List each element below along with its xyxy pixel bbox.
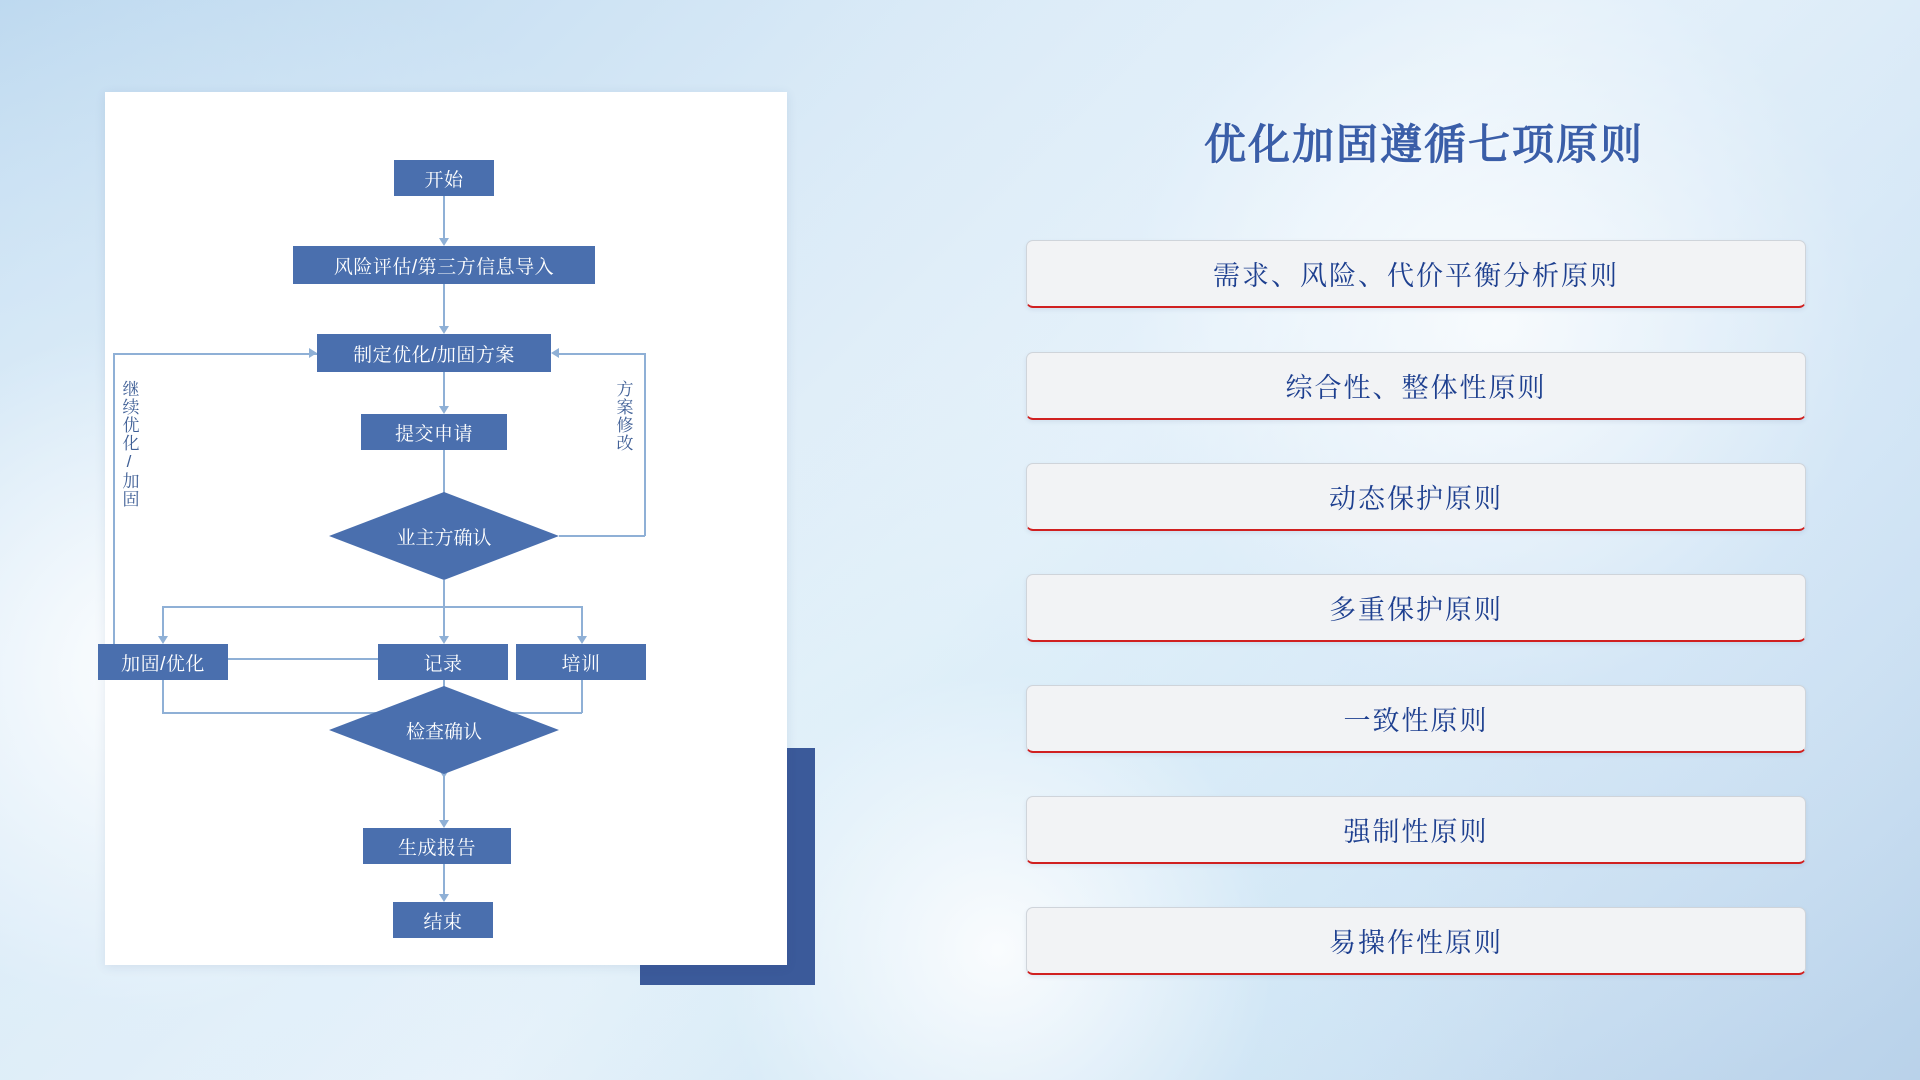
edge-label-continue-optimize: 继续优化/加固 [119, 380, 139, 508]
connector-left-loop-vertical [113, 353, 115, 659]
arrowhead-drop-record [439, 636, 449, 644]
flow-node-training[interactable]: 培训 [516, 644, 646, 680]
flow-node-start[interactable]: 开始 [394, 160, 494, 196]
flow-node-record[interactable]: 记录 [378, 644, 508, 680]
connector-start-to-risk [443, 196, 445, 240]
principle-item-5[interactable]: 一致性原则 [1026, 685, 1806, 753]
connector-drop-record [443, 606, 445, 638]
principle-item-7[interactable]: 易操作性原则 [1026, 907, 1806, 975]
arrowhead-right-loop-into-plan [551, 348, 559, 358]
flow-node-owner-confirm-label: 业主方确认 [396, 527, 492, 549]
connector-report-to-end [443, 864, 445, 896]
connector-left-loop-into-plan [113, 353, 317, 355]
flow-node-check-confirm[interactable] [329, 686, 559, 774]
arrowhead-start-to-risk [439, 238, 449, 246]
flow-node-risk-assessment[interactable]: 风险评估/第三方信息导入 [293, 246, 595, 284]
arrowhead-report-to-end [439, 894, 449, 902]
connector-plan-to-submit [443, 372, 445, 408]
principle-item-6[interactable]: 强制性原则 [1026, 796, 1806, 864]
right-panel-title: 优化加固遵循七项原则 [1203, 121, 1644, 168]
flowchart-card [105, 92, 787, 965]
edge-label-plan-revision: 方案修改 [613, 380, 633, 452]
flow-node-make-plan[interactable]: 制定优化/加固方案 [317, 334, 551, 372]
principle-item-1[interactable]: 需求、风险、代价平衡分析原则 [1026, 240, 1806, 308]
connector-check-to-report [443, 774, 445, 822]
connector-training-down [581, 680, 583, 713]
arrowhead-drop-training [577, 636, 587, 644]
connector-risk-to-plan [443, 284, 445, 328]
arrowhead-drop-reinforce [158, 636, 168, 644]
connector-right-loop-vertical [644, 353, 646, 536]
flow-node-generate-report[interactable]: 生成报告 [363, 828, 511, 864]
connector-drop-training [581, 606, 583, 638]
connector-reinforce-down [162, 680, 164, 713]
principle-item-2[interactable]: 综合性、整体性原则 [1026, 352, 1806, 420]
connector-owner-confirm-right [559, 535, 645, 537]
connector-drop-reinforce [162, 606, 164, 638]
flow-node-check-confirm-label: 检查确认 [405, 721, 482, 743]
arrowhead-risk-to-plan [439, 326, 449, 334]
flow-node-reinforce-optimize[interactable]: 加固/优化 [98, 644, 228, 680]
principle-item-4[interactable]: 多重保护原则 [1026, 574, 1806, 642]
connector-owner-confirm-down [443, 580, 445, 608]
principle-item-3[interactable]: 动态保护原则 [1026, 463, 1806, 531]
arrowhead-left-loop-into-plan [309, 348, 317, 358]
flow-node-end[interactable]: 结束 [393, 902, 493, 938]
connector-right-loop-into-plan [559, 353, 645, 355]
arrowhead-check-to-report [439, 820, 449, 828]
arrowhead-plan-to-submit [439, 406, 449, 414]
flow-node-submit-application[interactable]: 提交申请 [361, 414, 507, 450]
connector-three-branch-bus [162, 606, 582, 608]
flow-node-owner-confirm[interactable] [329, 492, 559, 580]
